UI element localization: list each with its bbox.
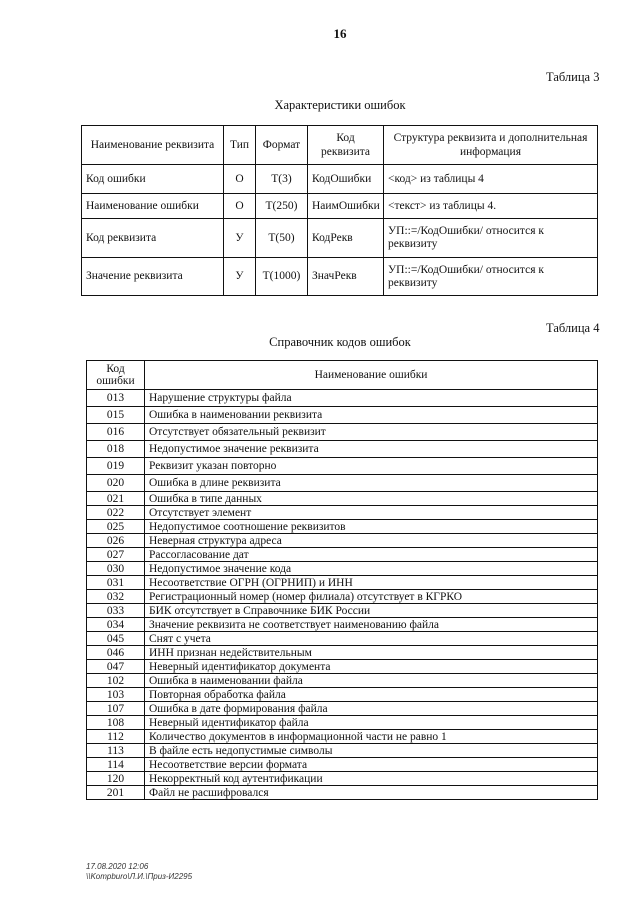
error-code-cell: 047 — [87, 660, 145, 674]
table-row — [87, 660, 598, 674]
table-cell: УП::=/КодОшибки/ относится к реквизиту — [384, 258, 598, 296]
table-cell: Значение реквизита — [82, 258, 224, 296]
error-code-cell: 108 — [87, 716, 145, 730]
table-row — [87, 716, 598, 730]
column-header-code: Код ошибки — [87, 361, 145, 390]
table-row — [87, 492, 598, 506]
error-codes-table — [86, 360, 598, 800]
error-code-cell: 022 — [87, 506, 145, 520]
page-number: 16 — [333, 26, 347, 41]
error-name-cell: Недопустимое соотношение реквизитов — [145, 520, 598, 534]
table-row — [87, 786, 598, 800]
error-name-cell: Нарушение структуры файла — [145, 390, 598, 407]
table-cell: НаимОшибки — [308, 194, 384, 219]
error-name-cell: Ошибка в наименовании файла — [145, 674, 598, 688]
error-name-cell: Недопустимое значение реквизита — [145, 441, 598, 458]
error-code-cell: 033 — [87, 604, 145, 618]
table-row — [87, 562, 598, 576]
table-row — [87, 576, 598, 590]
error-code-cell: 018 — [87, 441, 145, 458]
error-name-cell: Неверный идентификатор файла — [145, 716, 598, 730]
error-code-cell: 030 — [87, 562, 145, 576]
error-name-cell: Файл не расшифровался — [145, 786, 598, 800]
table-row — [87, 475, 598, 492]
error-name-cell: Ошибка в типе данных — [145, 492, 598, 506]
error-name-cell: БИК отсутствует в Справочнике БИК России — [145, 604, 598, 618]
table-row — [82, 165, 598, 194]
table-header-row — [87, 361, 598, 390]
error-code-cell: 016 — [87, 424, 145, 441]
table-row — [87, 548, 598, 562]
table-cell: О — [224, 165, 256, 194]
error-name-cell: Реквизит указан повторно — [145, 458, 598, 475]
error-name-cell: Количество документов в информационной части не равно 1 — [145, 730, 598, 744]
error-code-cell: 015 — [87, 407, 145, 424]
table-cell: О — [224, 194, 256, 219]
error-code-cell: 032 — [87, 590, 145, 604]
error-name-cell: Несоответствие ОГРН (ОГРНИП) и ИНН — [145, 576, 598, 590]
table-row — [87, 730, 598, 744]
table-row — [87, 688, 598, 702]
error-code-cell: 113 — [87, 744, 145, 758]
error-code-cell: 026 — [87, 534, 145, 548]
error-code-cell: 112 — [87, 730, 145, 744]
table-row — [82, 258, 598, 296]
error-name-cell: Недопустимое значение кода — [145, 562, 598, 576]
table-cell: Наименование ошибки — [82, 194, 224, 219]
table-cell: У — [224, 219, 256, 258]
table-row — [87, 604, 598, 618]
error-code-cell: 046 — [87, 646, 145, 660]
table-header-row — [82, 126, 598, 165]
table-cell: У — [224, 258, 256, 296]
error-code-cell: 107 — [87, 702, 145, 716]
table-3-caption: Характеристики ошибок — [274, 98, 406, 112]
error-name-cell: Повторная обработка файла — [145, 688, 598, 702]
column-header-name: Наименование ошибки — [145, 361, 598, 390]
table-row — [82, 219, 598, 258]
table-4-label: Таблица 4 — [546, 321, 600, 335]
column-header: Тип — [224, 126, 256, 165]
error-name-cell: Отсутствует элемент — [145, 506, 598, 520]
error-code-cell: 103 — [87, 688, 145, 702]
table-row — [87, 424, 598, 441]
table-cell: T(3) — [256, 165, 308, 194]
table-cell: КодРекв — [308, 219, 384, 258]
error-name-cell: Снят с учета — [145, 632, 598, 646]
errors-characteristics-table — [81, 125, 598, 296]
error-code-cell: 031 — [87, 576, 145, 590]
table-row — [87, 702, 598, 716]
error-name-cell: Значение реквизита не соответствует наименованию файла — [145, 618, 598, 632]
table-row — [87, 407, 598, 424]
table-cell: T(50) — [256, 219, 308, 258]
table-row — [87, 674, 598, 688]
table-row — [87, 646, 598, 660]
error-code-cell: 114 — [87, 758, 145, 772]
table-row — [87, 618, 598, 632]
table-row — [82, 194, 598, 219]
table-4-caption: Справочник кодов ошибок — [269, 335, 411, 349]
table-row — [87, 590, 598, 604]
table-cell: Код реквизита — [82, 219, 224, 258]
column-header: Структура реквизита и дополнительная информация — [384, 126, 598, 165]
error-code-cell: 013 — [87, 390, 145, 407]
error-code-cell: 201 — [87, 786, 145, 800]
table-cell: T(1000) — [256, 258, 308, 296]
error-code-cell: 019 — [87, 458, 145, 475]
table-row — [87, 390, 598, 407]
table-row — [87, 632, 598, 646]
error-name-cell: Рассогласование дат — [145, 548, 598, 562]
table-row — [87, 506, 598, 520]
table-row — [87, 458, 598, 475]
table-row — [87, 520, 598, 534]
error-name-cell: В файле есть недопустимые символы — [145, 744, 598, 758]
column-header: Код реквизита — [308, 126, 384, 165]
error-code-cell: 045 — [87, 632, 145, 646]
error-name-cell: ИНН признан недействительным — [145, 646, 598, 660]
table-row — [87, 758, 598, 772]
table-3-label: Таблица 3 — [546, 70, 600, 84]
column-header: Формат — [256, 126, 308, 165]
table-cell: КодОшибки — [308, 165, 384, 194]
error-code-cell: 020 — [87, 475, 145, 492]
table-row — [87, 441, 598, 458]
error-name-cell: Регистрационный номер (номер филиала) отсутствует в КГРКО — [145, 590, 598, 604]
table-row — [87, 534, 598, 548]
footer-timestamp: 17.08.2020 12:06 — [86, 862, 149, 871]
table-cell: ЗначРекв — [308, 258, 384, 296]
error-name-cell: Неверный идентификатор документа — [145, 660, 598, 674]
error-code-cell: 025 — [87, 520, 145, 534]
error-name-cell: Некорректный код аутентификации — [145, 772, 598, 786]
table-cell: УП::=/КодОшибки/ относится к реквизиту — [384, 219, 598, 258]
error-name-cell: Ошибка в дате формирования файла — [145, 702, 598, 716]
error-code-cell: 120 — [87, 772, 145, 786]
error-code-cell: 034 — [87, 618, 145, 632]
table-row — [87, 772, 598, 786]
table-row — [87, 744, 598, 758]
error-name-cell: Отсутствует обязательный реквизит — [145, 424, 598, 441]
table-cell: T(250) — [256, 194, 308, 219]
error-name-cell: Ошибка в наименовании реквизита — [145, 407, 598, 424]
table-cell: <код> из таблицы 4 — [384, 165, 598, 194]
error-name-cell: Неверная структура адреса — [145, 534, 598, 548]
error-name-cell: Ошибка в длине реквизита — [145, 475, 598, 492]
column-header: Наименование реквизита — [82, 126, 224, 165]
error-name-cell: Несоответствие версии формата — [145, 758, 598, 772]
error-code-cell: 102 — [87, 674, 145, 688]
table-cell: <текст> из таблицы 4. — [384, 194, 598, 219]
footer-file-path: \\Kompburo\Л.И.\Приз-И2295 — [86, 872, 193, 881]
error-code-cell: 027 — [87, 548, 145, 562]
error-code-cell: 021 — [87, 492, 145, 506]
table-cell: Код ошибки — [82, 165, 224, 194]
